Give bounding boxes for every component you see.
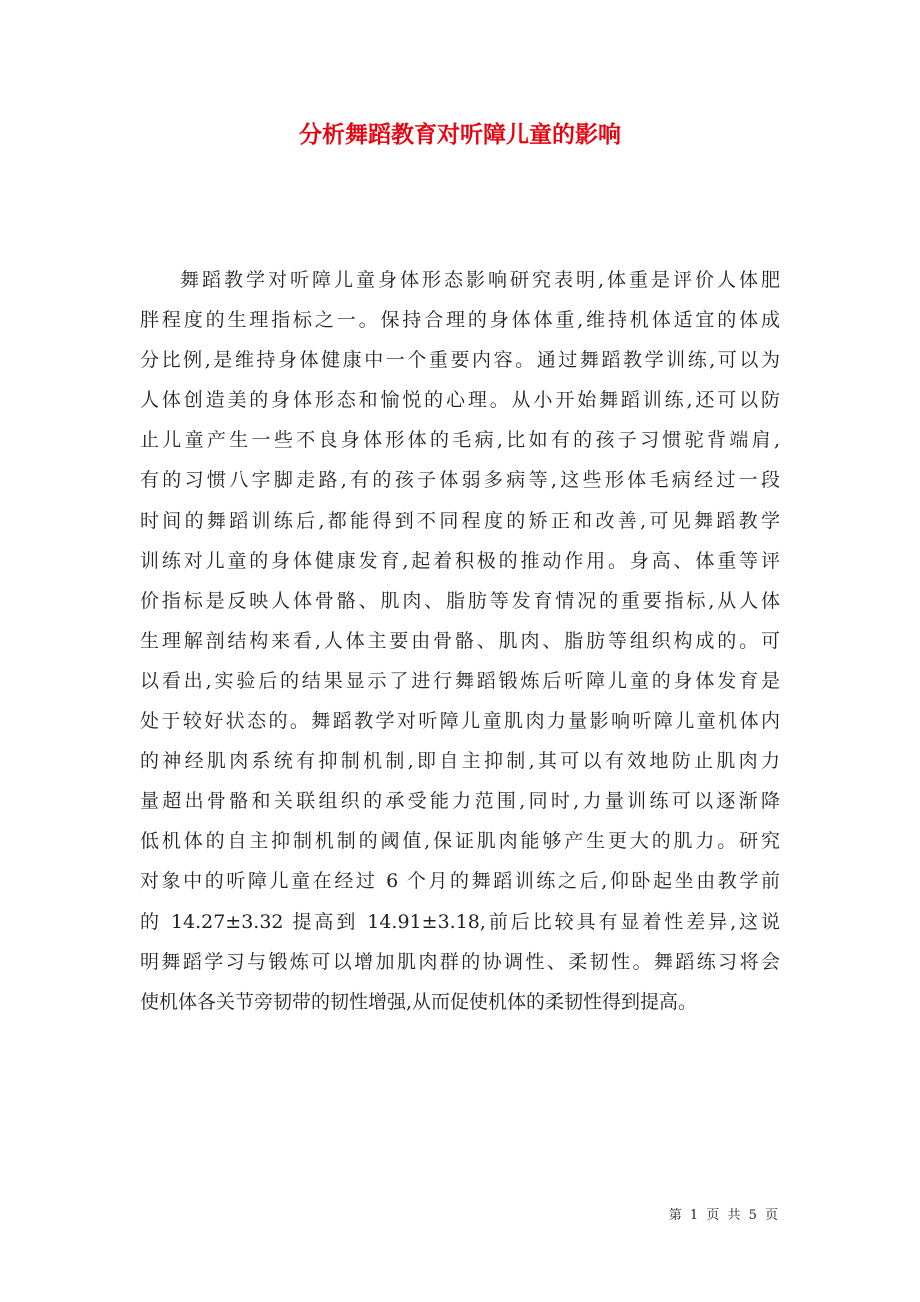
paragraph-line: 明舞蹈学习与锻炼可以增加肌肉群的协调性、柔韧性。舞蹈练习将会 — [140, 950, 780, 973]
paragraph-line: 分比例,是维持身体健康中一个重要内容。通过舞蹈教学训练,可以为 — [140, 349, 780, 372]
paragraph-line: 训练对儿童的身体健康发育,起着积极的推动作用。身高、体重等评 — [140, 549, 780, 572]
document-body — [140, 260, 780, 1022]
paragraph-line: 以看出,实验后的结果显示了进行舞蹈锻炼后听障儿童的身体发育是 — [140, 669, 780, 692]
paragraph-line: 胖程度的生理指标之一。保持合理的身体体重,维持机体适宜的体成 — [140, 309, 780, 332]
paragraph-line: 使机体各关节旁韧带的韧性增强,从而促使机体的柔韧性得到提高。 — [140, 990, 698, 1013]
document-title: 分析舞蹈教育对听障儿童的影响 — [299, 121, 621, 148]
paragraph-line: 人体创造美的身体形态和愉悦的心理。从小开始舞蹈训练,还可以防 — [140, 389, 780, 412]
paragraph-line: 有的习惯八字脚走路,有的孩子体弱多病等,这些形体毛病经过一段 — [140, 469, 780, 492]
paragraph-line: 价指标是反映人体骨骼、肌肉、脂肪等发育情况的重要指标,从人体 — [140, 589, 780, 612]
paragraph-line: 的神经肌肉系统有抑制机制,即自主抑制,其可以有效地防止肌肉力 — [140, 750, 780, 773]
paragraph-line: 止儿童产生一些不良身体形体的毛病,比如有的孩子习惯驼背端肩, — [140, 429, 780, 452]
paragraph-line: 对象中的听障儿童在经过 6 个月的舞蹈训练之后,仰卧起坐由教学前 — [140, 870, 780, 893]
paragraph-line: 舞蹈教学对听障儿童身体形态影响研究表明,体重是评价人体肥 — [180, 269, 780, 291]
paragraph-line: 生理解剖结构来看,人体主要由骨骼、肌肉、脂肪等组织构成的。可 — [140, 629, 780, 652]
paragraph-line: 低机体的自主抑制机制的阈值,保证肌肉能够产生更大的肌力。研究 — [140, 830, 780, 853]
page-indicator: 第 1 页 共 5 页 — [668, 1208, 780, 1223]
paragraph-line: 时间的舞蹈训练后,都能得到不同程度的矫正和改善,可见舞蹈教学 — [140, 509, 780, 532]
paragraph-line: 的 14.27±3.32 提高到 14.91±3.18,前后比较具有显着性差异,这说 — [140, 910, 780, 933]
paragraph-line: 处于较好状态的。舞蹈教学对听障儿童肌肉力量影响听障儿童机体内 — [140, 710, 780, 733]
paragraph-line: 量超出骨骼和关联组织的承受能力范围,同时,力量训练可以逐渐降 — [140, 790, 780, 813]
